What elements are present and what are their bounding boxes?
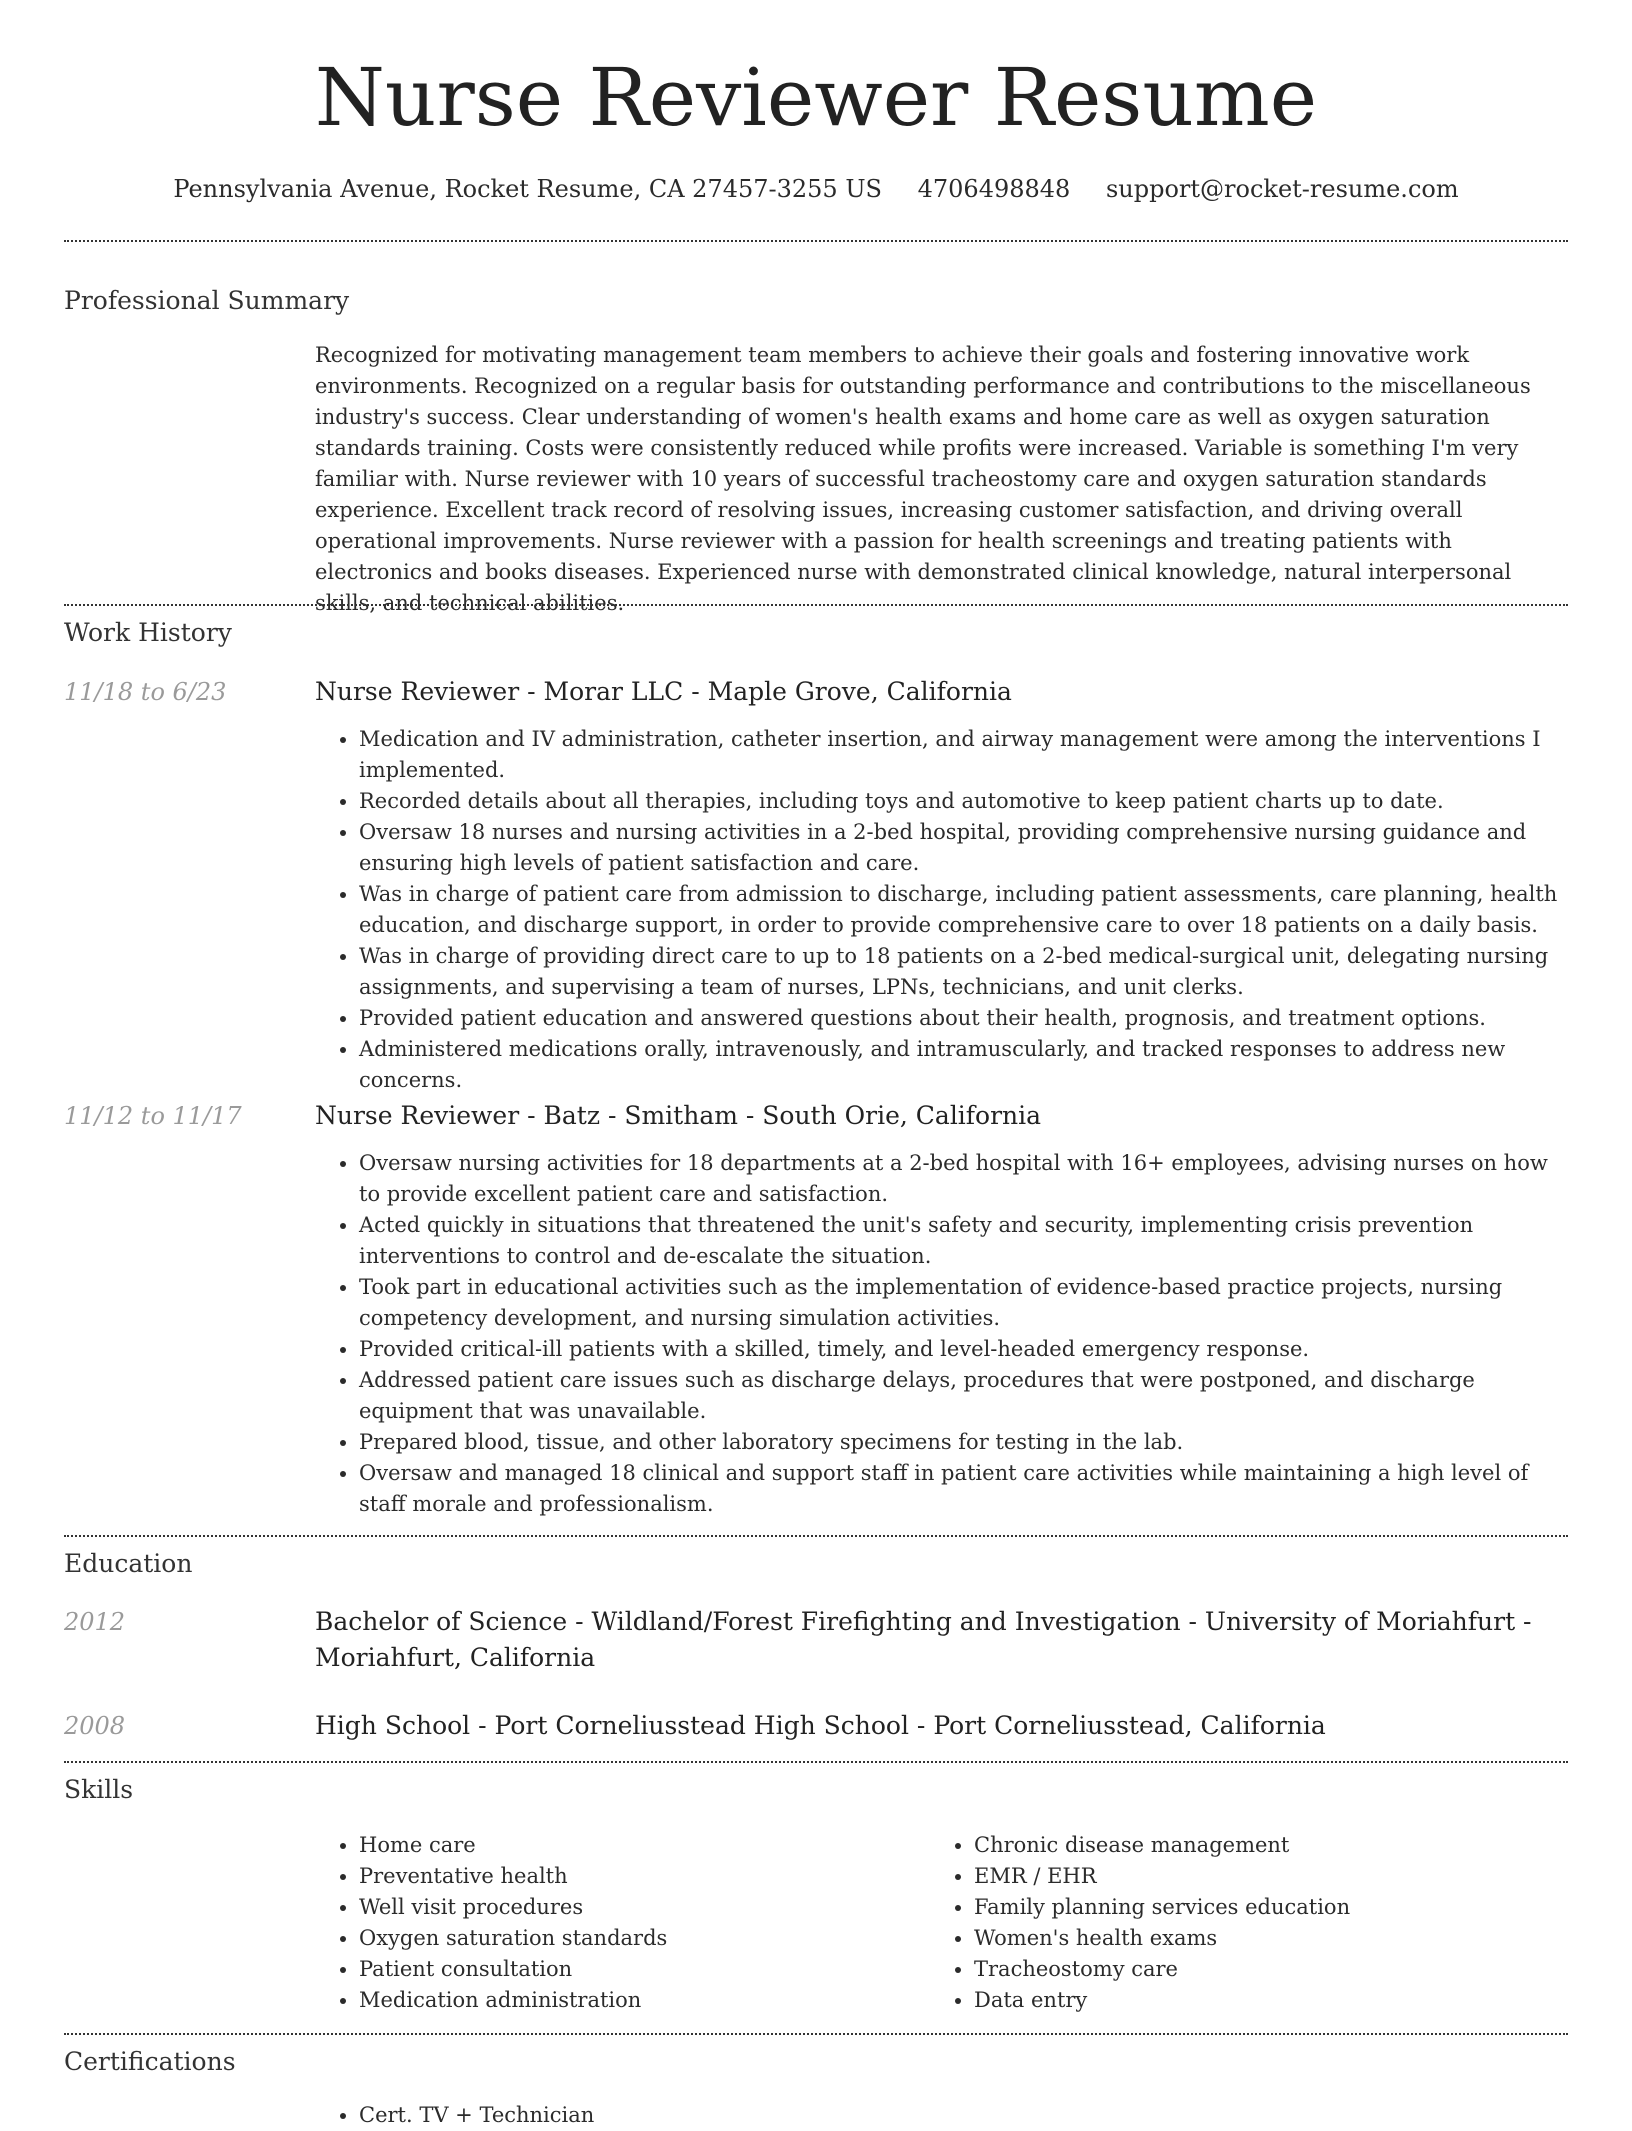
divider: [64, 604, 1568, 606]
certifications-list: [315, 2100, 1568, 2131]
contact-line: [0, 170, 1632, 208]
job-bullet: • Oversaw nursing activities for 18 departments at a 2-bed hospital with 16+ employees, advising nurses on how to provide excellent patient care and satisfaction.: [359, 1148, 1568, 1210]
skill-item: • Family planning services education: [974, 1892, 1490, 1923]
job-bullet-list: [315, 724, 1568, 1096]
resume-title: Nurse Reviewer Resume: [314, 51, 1318, 144]
skill-item: • Preventative health: [359, 1861, 875, 1892]
job-bullet: • Oversaw and managed 18 clinical and support staff in patient care activities while maintaining a high level of staff morale and professionalism.: [359, 1458, 1568, 1520]
job-bullet: • Provided critical-ill patients with a skilled, timely, and level-headed emergency response.: [359, 1334, 1568, 1365]
divider: [64, 1761, 1568, 1763]
skill-item: • Oxygen saturation standards: [359, 1923, 875, 1954]
contact-address: Pennsylvania Avenue, Rocket Resume, CA 27457-3255 US: [173, 175, 882, 203]
job-bullet: • Provided patient education and answered questions about their health, prognosis, and treatment options.: [359, 1003, 1568, 1034]
skill-item: • Medication administration: [359, 1985, 875, 2016]
job-bullet: • Acted quickly in situations that threatened the unit's safety and security, implementing crisis prevention interventions to control and de-escalate the situation.: [359, 1210, 1568, 1272]
education-degree: Bachelor of Science: [315, 1607, 568, 1636]
education-entry: [315, 1708, 1568, 1744]
skills-list-right: [930, 1830, 1490, 2016]
job-bullet: • Prepared blood, tissue, and other laboratory specimens for testing in the lab.: [359, 1427, 1568, 1458]
education-details: - Wildland/Forest Firefighting and Investigation - University of Moriahfurt - Moriahfurt, California: [315, 1607, 1532, 1672]
section-title-skills: Skills: [64, 1775, 134, 1804]
section-title-education: Education: [64, 1549, 193, 1578]
job-dates: 11/12 to 11/17: [64, 1102, 242, 1130]
job-title: Nurse Reviewer - Batz - Smitham - South Orie, California: [315, 1101, 1042, 1130]
divider: [64, 1535, 1568, 1537]
contact-email: support@rocket-resume.com: [1105, 175, 1459, 203]
education-entry: [315, 1604, 1568, 1676]
divider: [64, 240, 1568, 242]
skill-item: • Patient consultation: [359, 1954, 875, 1985]
skill-item: • Women's health exams: [974, 1923, 1490, 1954]
education-details: - Port Corneliusstead High School - Port Corneliusstead, California: [470, 1711, 1326, 1740]
job-bullet: • Administered medications orally, intravenously, and intramuscularly, and tracked responses to address new concerns.: [359, 1034, 1568, 1096]
education-year: 2008: [64, 1712, 126, 1740]
skill-item: • Data entry: [974, 1985, 1490, 2016]
education-year: 2012: [64, 1608, 126, 1636]
skill-item: • Home care: [359, 1830, 875, 1861]
certification-item: • Cert. TV + Technician: [359, 2100, 1568, 2131]
job-bullet: • Oversaw 18 nurses and nursing activities in a 2-bed hospital, providing comprehensive nursing guidance and ensuring high levels of patient satisfaction and care.: [359, 817, 1568, 879]
job-bullet: • Was in charge of providing direct care to up to 18 patients on a 2-bed medical-surgical unit, delegating nursing assignments, and supervising a team of nurses, LPNs, technicians, and unit clerks.: [359, 941, 1568, 1003]
contact-phone: 4706498848: [917, 175, 1071, 203]
job-bullet-list: [315, 1148, 1568, 1520]
skill-item: • Well visit procedures: [359, 1892, 875, 1923]
job-bullet: • Addressed patient care issues such as discharge delays, procedures that were postponed, and discharge equipment that was unavailable.: [359, 1365, 1568, 1427]
skill-item: • EMR / EHR: [974, 1861, 1490, 1892]
job-bullet: • Took part in educational activities such as the implementation of evidence-based practice projects, nursing competency development, and nursing simulation activities.: [359, 1272, 1568, 1334]
skill-item: • Chronic disease management: [974, 1830, 1490, 1861]
education-degree: High School: [315, 1711, 471, 1740]
section-title-summary: Professional Summary: [64, 286, 350, 315]
section-title-work: Work History: [64, 618, 232, 647]
job-bullet: • Recorded details about all therapies, including toys and automotive to keep patient charts up to date.: [359, 786, 1568, 817]
job-dates: 11/18 to 6/23: [64, 678, 227, 706]
section-title-certifications: Certifications: [64, 2047, 236, 2076]
job-bullet: • Medication and IV administration, catheter insertion, and airway management were among the interventions I implemented.: [359, 724, 1568, 786]
divider: [64, 2033, 1568, 2035]
skills-list-left: [315, 1830, 875, 2016]
job-title: Nurse Reviewer - Morar LLC - Maple Grove, California: [315, 677, 1012, 706]
summary-text: Recognized for motivating management team members to achieve their goals and fostering innovative work environments. Recognized on a regular basis for outstanding performance and contributions to the miscellaneous industry's success. Clear understanding of women's health exams and home care as well as oxygen saturation standards training. Costs were consistently reduced while profits were increased. Variable is something I'm very familiar with. Nurse reviewer with 10 years of successful tracheostomy care and oxygen saturation standards experience. Excellent track record of resolving issues, increasing customer satisfaction, and driving overall operational improvements. Nurse reviewer with a passion for health screenings and treating patients with electronics and books diseases. Experienced nurse with demonstrated clinical knowledge, natural interpersonal skills, and technical abilities.: [315, 343, 1531, 615]
skill-item: • Tracheostomy care: [974, 1954, 1490, 1985]
job-bullet: • Was in charge of patient care from admission to discharge, including patient assessments, care planning, health education, and discharge support, in order to provide comprehensive care to over 18 patients on a daily basis.: [359, 879, 1568, 941]
